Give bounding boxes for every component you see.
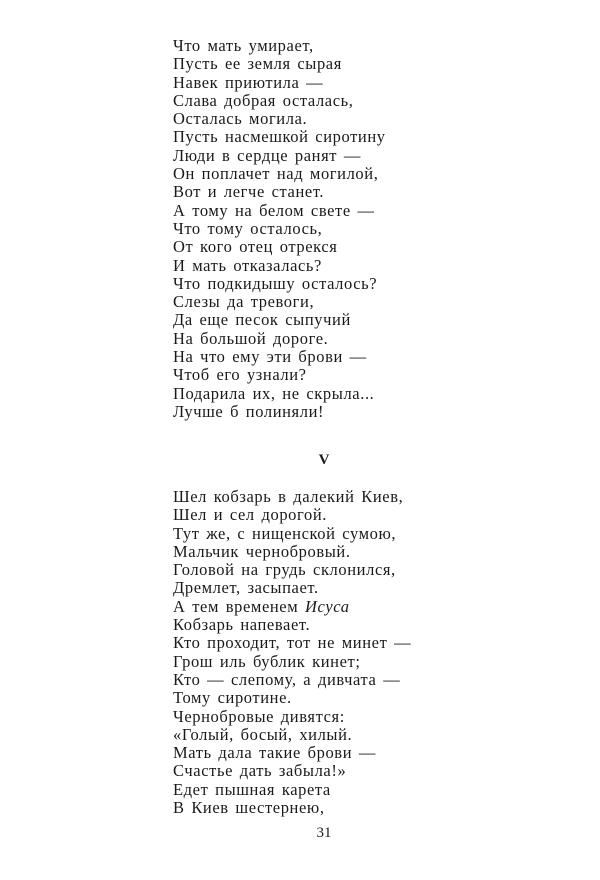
verse-line: Люди в сердце ранят — [173,145,361,165]
verse-line: Лучше б полиняли! [173,401,325,421]
stanza-1 [173,37,386,421]
verse-line: От кого отец отрекся [173,237,338,257]
verse-line: Кто проходит, тот не минет — [173,633,412,653]
verse-line: Пусть ее земля сырая [173,54,342,74]
verse-line: Чтоб его узнали? [173,365,307,385]
verse-line: Мальчик чернобровый. [173,541,351,561]
verse-line: Да еще песок сыпучий [173,310,351,330]
verse-line: На большой дороге. [173,328,329,348]
verse-line: Счастье дать забыла!» [173,761,347,781]
section-numeral: V [318,452,330,468]
verse-line: Он поплачет над могилой, [173,164,379,184]
verse-line: Грош иль бублик кинет; [173,651,361,671]
verse-line: А тому на белом свете — [173,200,375,220]
verse-line: Навек приютила — [173,72,324,92]
verse-line: Что тому осталось, [173,218,323,238]
verse-line: Головой на грудь склонился, [173,560,396,580]
verse-line: Пусть насмешкой сиротину [173,127,386,147]
verse-line: Слезы да тревоги, [173,292,315,312]
verse-line: Вот и легче станет. [173,182,325,202]
verse-line: Что мать умирает, [173,36,314,55]
verse-line: Что подкидышу осталось? [173,273,378,293]
italic-word: Исуса [305,596,350,616]
verse-line: Тому сиротине. [173,688,292,708]
verse-line: Шел и сел дорогой. [173,505,327,525]
verse-line: В Киев шестернею, [173,798,325,818]
verse-line: Кто — слепому, а дивчата — [173,669,401,689]
verse-line: Шел кобзарь в далекий Киев, [173,487,404,506]
page-number: 31 [316,825,332,841]
verse-line: Едет пышная карета [173,779,331,799]
verse-line: «Голый, босый, хилый. [173,724,353,744]
verse-line: Осталась могила. [173,109,308,129]
verse-line-with-italic [173,598,411,616]
verse-text: А тем временем [173,596,305,616]
verse-line: Чернобровые дивятся: [173,706,345,726]
verse-line: И мать отказалась? [173,255,322,275]
verse-line: Кобзарь напевает. [173,615,311,635]
verse-line: Дремлет, засыпает. [173,578,319,598]
verse-line: На что ему эти брови — [173,347,367,367]
verse-line: Подарила их, не скрыла... [173,383,375,403]
verse-line: Мать дала такие брови — [173,743,376,763]
stanza-2 [173,488,411,817]
verse-line: Тут же, с нищенской сумою, [173,523,397,543]
verse-line: Слава добрая осталась, [173,90,354,110]
